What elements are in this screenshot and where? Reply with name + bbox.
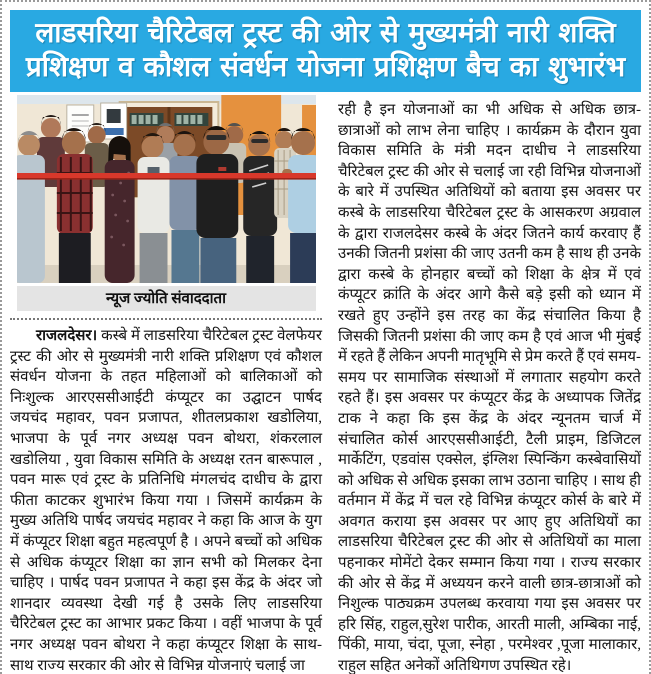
headline-line-1: लाडसरिया चैरिटेबल ट्रस्ट की ओर से मुख्यमंत्री नारी शक्ति: [35, 16, 616, 49]
news-photo: [17, 95, 316, 283]
photo-red-ribbon: [17, 173, 316, 180]
left-column-text: कस्बे में लाडसरिया चैरिटेबल ट्रस्ट वेलफेयर ट्रस्ट की ओर से मुख्यमंत्री नारी शक्ति प्रशिक्षण एवं कौशल संवर्धन योजना के तहत महिलाओं को बालिकाओं को निःशुल्क आरएससीआईटी कंप्यूटर का उद्घाटन पार्षद जयचंद महावर, पवन प्रजापत, शीतलप्रकाश खडोलिया, भाजपा के पूर्व नगर अध्यक्ष पवन बोथरा, शंकरलाल खडोलिया , युवा विकास समिति के अध्यक्ष रतन बारूपाल , पवन मारू एवं ट्रस्ट के प्रतिनिधि मंगलचंद दाधीच के द्वारा फीता काटकर शुभारंभ किया गया । जिसमें कार्यक्रम के मुख्य अतिथि पार्षद जयचंद महावर ने कहा कि आज के युग में कंप्यूटर शिक्षा बहुत महत्वपूर्ण है । अपने बच्चों को अधिक से अधिक कंप्यूटर शिक्षा का ज्ञान सभी को मिलकर देना चाहिए । पार्षद पवन प्रजापत ने कहा इस केंद्र के अंदर जो शानदार व्यवस्था देखी गई है उसके लिए लाडसरिया चैरिटेबल ट्रस्ट का आभार प्रकट किया । वहीं भाजपा के पूर्व नगर अध्यक्ष पवन बोथरा ने कहा कंप्यूटर शिक्षा के साथ-साथ राज्य सरकार की ओर से विभिन्न योजनाएं चलाई जा: [10, 328, 322, 674]
article-body: [2, 95, 649, 674]
article-paragraph-left: [10, 326, 322, 674]
left-column: [10, 95, 322, 674]
photo-caption: न्यूज ज्योति संवाददाता: [17, 286, 316, 311]
article-paragraph-right: रही है इन योजनाओं का भी अधिक से अधिक छात्र-छात्राओं को लाभ लेना चाहिए । कार्यक्रम के दौरान युवा विकास समिति के मंत्री मदन दाधीच ने लाडसरिया चैरिटेबल ट्रस्ट की ओर से चलाई जा रही विभिन्न योजनाओं के बारे में उपस्थित अतिथियों को बताया इस अवसर पर कस्बे के लाडसरिया चैरिटेबल ट्रस्ट के आसकरण अग्रवाल के द्वारा राजलदेसर कस्बे के अंदर जितने कार्य करवाए हैं उनकी जितनी प्रशंसा की जाए उतनी कम है साथ ही उनके द्वारा कस्बे के होनहार बच्चों को शिक्षा के क्षेत्र में एवं कंप्यूटर क्रांति के अंदर आगे कैसे बड़े इसी को ध्यान में रखते हुए उन्होंने इस तरह का केंद्र संचालित किया है जिसकी जितनी प्रशंसा की जाए कम है एवं आज भी मुंबई में रहते हैं लेकिन अपनी मातृभूमि से प्रेम करते हैं एवं समय-समय पर सामाजिक संस्थाओं में लगातार सहयोग करते रहते हैं। इस अवसर पर कंप्यूटर केंद्र के अध्यापक जितेंद्र टाक ने कहा कि इस केंद्र के अंदर न्यूनतम चार्ज में संचालित कोर्स आरएससीआईटी, टैली प्राइम, डिजिटल मार्केटिंग, एडवांस एक्सेल, इंग्लिश स्पिन्किंग कस्बेवासियों को अधिक से अधिक इसका लाभ उठाना चाहिए । साथ ही वर्तमान में केंद्र में चल रहे विभिन्न कंप्यूटर कोर्स के बारे में अवगत कराया इस अवसर पर आए हुए अतिथियों का लाडसरिया चैरिटेबल ट्रस्ट की ओर से अतिथियों का माला पहनाकर मोमेंटो देकर सम्मान किया गया । राज्य सरकार की ओर से केंद्र में अध्ययन करने वाली छात्र-छात्राओं को निशुल्क पाठ्यक्रम उपलब्ध करवाया गया इस अवसर पर हरि सिंह, राहुल,सुरेश पारीक, आरती माली, अम्बिका नाई, पिंकी, माया, चंदा, पूजा, स्नेहा , परमेश्वर ,पूजा मालाकार, राहुल सहित अनेकों अतिथिगण उपस्थित रहे।: [338, 102, 641, 674]
headline-line-2: प्रशिक्षण व कौशल संवर्धन योजना प्रशिक्षण बैच का शुभारंभ: [25, 50, 626, 83]
dateline: राजलदेसर।: [36, 328, 98, 344]
right-column: [338, 95, 641, 674]
caption-divider: [10, 318, 322, 320]
headline-banner: [10, 10, 641, 92]
ribbon-cutting-photo-illustration: [17, 95, 316, 283]
